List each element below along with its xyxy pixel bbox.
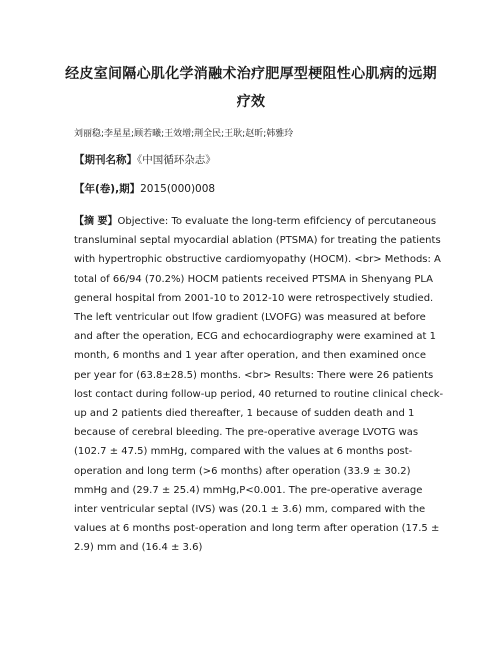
journal-label: 【期刊名称】 bbox=[74, 154, 137, 166]
journal-value: 《中国循环杂志》 bbox=[137, 154, 216, 166]
year-label: 【年(卷),期】 bbox=[74, 183, 141, 195]
abstract-label: 【摘 要】 bbox=[74, 216, 118, 227]
year-value: 2015(000)008 bbox=[140, 183, 216, 195]
abstract bbox=[74, 212, 444, 558]
journal-field bbox=[74, 152, 216, 167]
abstract-text: Objective: To evaluate the long-term efifciency of percutaneous transluminal septal myocardial ablation (PTSMA) for treating the patients with hypertrophic obstructive cardiomyopathy (HOCM). <br> Methods: A total of 66/94 (70.2%) HOCM patients received PTSMA in Shenyang PLA general hospital from 2001-10 to 2012-10 were retrospectively studied. The left ventricular out lfow gradient (LVOFG) was measured at before and after the operation, ECG and echocardiography were examined at 1 month, 6 months and 1 year after operation, and then examined once per year for (63.8±28.5) months. <br> Results: There were 26 patients lost contact during follow-up period, 40 returned to routine clinical check-up and 2 patients died thereafter, 1 because of sudden death and 1 because of cerebral bleeding. The pre-operative average LVOTG was (102.7 ± 47.5) mmHg, compared with the values at 6 months post-operation and long term (>6 months) after operation (33.9 ± 30.2) mmHg and (29.7 ± 25.4) mmHg,P<0.001. The pre-operative average inter ventricular septal (IVS) was (20.1 ± 3.6) mm, compared with the values at 6 months post-operation and long term after operation (17.5 ± 2.9) mm and (16.4 ± 3.6) bbox=[74, 216, 444, 554]
paper-title: 经皮室间隔心肌化学消融术治疗肥厚型梗阻性心肌病的远期疗效 bbox=[65, 66, 437, 110]
author-list: 刘丽稳;李星星;顾若曦;王效增;荆全民;王耿;赵昕;韩雅玲 bbox=[74, 129, 294, 139]
year-volume-field bbox=[74, 181, 215, 196]
